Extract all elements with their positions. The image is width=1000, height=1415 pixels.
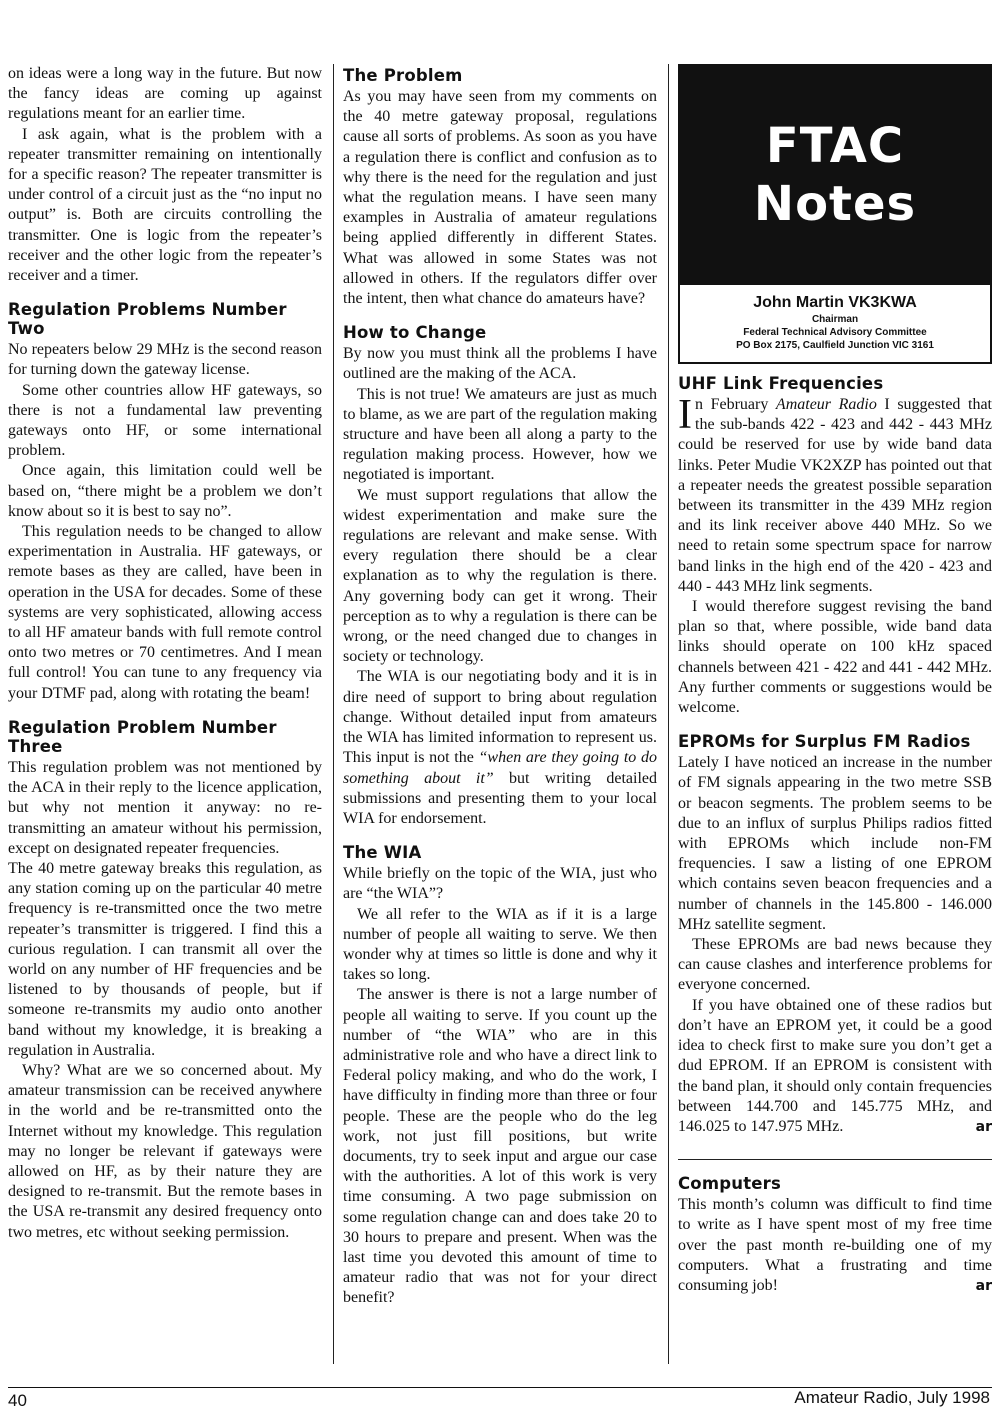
text-span: I suggested that the sub-bands 422 - 423 and 442 - 443 MHz could be reserved for use by wide band data links. Peter Mudie VK2XZP has pointed out that a repeater needs the greatest possible separation between its transmitter in the 439 MHz region and its link receiver above 440 MHz. So we need to retain some spectrum space for narrow band links in the high end of the 420 - 423 and 440 - 443 MHz link segments. — [678, 396, 992, 595]
section-heading-uhf-link: UHF Link Frequencies — [678, 374, 884, 393]
paragraph: The 40 metre gateway breaks this regulation, as any station coming up on the particular 40 metre frequency is re-transmitted once the two metre repeater’s transmitter is triggered. I find this a curious regulation. I can transmit all over the world on any number of HF frequencies and be listened to by thousands of people, but if someone re-transmits my audio onto another band without my knowledge, it is breaking a regulation in Australia. — [8, 859, 322, 1059]
paragraph: I ask again, what is the problem with a repeater transmitter remaining on intentionally for a specific reason? The repeater transmitter is under control of a circuit just as the “no input no output” is. Both are circuits controlling the transmitter. One is logic from the repeater’s receiver and the other logic from the repeater’s receiver and a timer. — [8, 125, 322, 285]
author-name: John Martin VK3KWA — [753, 294, 917, 311]
paragraph: This is not true! We amateurs are just as much to blame, as we are part of the regulation making structure and have been all along a party to the regulation making process. However, how we negotiated is important. — [343, 385, 657, 484]
paragraph — [678, 996, 992, 1137]
paragraph: This regulation problem was not mentioned by the ACA in their reply to the licence application, but why not mention it anyway: no re-transmitting an amateur without his permission, except on designated repeater frequencies. — [8, 758, 322, 857]
paragraph — [343, 667, 657, 829]
section-heading-regulation-two: Regulation Problems Number Two — [8, 300, 287, 339]
paragraph: Some other countries allow HF gateways, so there is not a fundamental law preventing gateways onto HF, or some international problem. — [8, 381, 322, 460]
section-heading-computers: Computers — [678, 1174, 782, 1194]
box-title-line: Notes — [753, 175, 917, 232]
italic-quote: “when are they going to do something about it” — [343, 749, 658, 787]
author-address: PO Box 2175, Caulfield Junction VIC 3161 — [736, 340, 934, 351]
column-left — [8, 64, 322, 1243]
paragraph: Why? What are we so concerned about. My amateur transmission can be received anywhere in the world and be re-transmitted onto the Internet without my knowledge. This regulation may no longer be relevant if gateways were allowed on HF, as by their nature they are designed to re-transmit. But the remote bases in the USA re-transmit any desired frequency onto two metres, etc without seeking permission. — [8, 1061, 322, 1241]
section-heading-eproms: EPROMs for Surplus FM Radios — [678, 732, 971, 752]
box-title-line: FTAC — [765, 117, 905, 174]
end-mark: ar — [975, 1277, 992, 1294]
paragraph — [678, 1195, 992, 1296]
paragraph: While briefly on the topic of the WIA, just who are “the WIA”? — [343, 865, 657, 903]
end-mark: ar — [975, 1118, 992, 1135]
column-divider — [333, 64, 334, 1364]
paragraph: As you may have seen from my comments on the 40 metre gateway proposal, regulations cause all sorts of problems. As soon as you have a regulation there is conflict and confusion as to why there is the need for the regulation and just what the regulation means. I have seen many examples in Australia of amateur regulations being applied differently in different States. What was allowed in some States was not allowed in others. If the regulators differ over the intent, then what chance do amateurs have? — [343, 88, 657, 308]
section-heading-the-problem: The Problem — [343, 66, 463, 85]
paragraph: I would therefore suggest revising the band plan so that, where possible, wide band data links should operate on 100 kHz spaced channels between 421 - 422 and 441 - 442 MHz. Any further comments or suggestions would be welcome. — [678, 598, 992, 717]
section-heading-how-to-change: How to Change — [343, 323, 487, 343]
paragraph: We all refer to the WIA as if it is a large number of people all waiting to serve. We then wonder why at times so little is done and why it takes so long. — [343, 905, 657, 984]
author-box — [678, 285, 992, 364]
italic-magazine-name: Amateur Radio — [775, 396, 877, 413]
paragraph: Lately I have noticed an increase in the number of FM signals appearing in the two metre SSB or beacon segments. The problem seems to be due to an influx of surplus Philips radios fitted with EPROMs which include non-FM frequencies. I saw a listing of one EPROM which contains seven beacon frequencies and a number of channels in the 145.800 - 146.000 MHz satellite segment. — [678, 754, 992, 933]
author-committee: Federal Technical Advisory Committee — [743, 327, 927, 338]
column-right — [678, 64, 992, 1296]
text-span: This month’s column was difficult to find time to write as I have spent most of my free time over the past month re-building one of my computers. What a frustrating and time consuming job! — [678, 1196, 992, 1294]
publication-line: Amateur Radio, July 1998 — [794, 1388, 990, 1407]
paragraph: No repeaters below 29 MHz is the second reason for turning down the gateway license. — [8, 341, 322, 379]
paragraph: on ideas were a long way in the future. But now the fancy ideas are coming up against regulations meant for an earlier time. — [8, 65, 322, 123]
paragraph: By now you must think all the problems I have outlined are the making of the ACA. — [343, 345, 657, 383]
page-number: 40 — [8, 1391, 27, 1410]
text-span: n February — [695, 396, 776, 413]
text-span: The WIA is our negotiating body and it is in dire need of support to bring about regulation change. Without detailed input from amateurs the WIA has limited information to represent us. This input is not the — [343, 668, 657, 767]
drop-cap: I — [678, 392, 692, 438]
text-span: but writing detailed submissions and presenting them to your local WIA for endorsement. — [343, 769, 657, 827]
author-role: Chairman — [811, 314, 859, 325]
paragraph: Once again, this limitation could well be based on, “there might be a problem we don’t know about so it is best to say no”. — [8, 462, 322, 520]
paragraph: We must support regulations that allow the widest experimentation and make sure the regulations are relevant and make sense. With every regulation there should be a clear explanation as to why the regulation is there. Any governing body can get it wrong. Their perception as to why a regulation is there can be wrong, or the need changed due to changes in society or technology. — [343, 486, 657, 666]
paragraph: This regulation needs to be changed to allow experimentation in Australia. HF gateways, or remote bases as they are called, have been in operation in the USA for decades. Some of these systems are very sophisticated, allowing access to all HF amateur bands with full remote control onto two metres or 70 centimetres. And I mean full control! You can tune to any frequency via your DTMF pad, along with rotating the beam! — [8, 523, 322, 702]
paragraph: These EPROMs are bad news because they can cause clashes and interference problems for everyone concerned. — [678, 936, 992, 994]
column-divider — [668, 64, 669, 1364]
column-middle — [343, 64, 657, 1309]
text-span: If you have obtained one of these radios but don’t have an EPROM yet, it could be a good idea to check first to make sure you don’t get a dud EPROM. If an EPROM is consistent with the band plan, it should only contain frequencies between 144.700 and 145.775 MHz, and 146.025 to 147.975 MHz. — [678, 996, 992, 1135]
ftac-notes-title-box — [678, 64, 992, 285]
section-heading-regulation-three: Regulation Problem Number Three — [8, 717, 277, 756]
section-divider — [678, 1159, 992, 1160]
paragraph — [678, 392, 992, 597]
section-heading-the-wia: The WIA — [343, 843, 422, 863]
paragraph: The answer is there is not a large number of people all waiting to serve. If you count up the number of “the WIA” who are in this administrative role and who have a direct link to Federal policy making, and who do the work, I have difficulty in finding more than three or four people. These are the people who do the leg work, not just fill positions, but write documents, try to seek input and argue our case with the authorities. A lot of this work is very time consuming. A two page submission on some regulation change can and does take 20 to 30 hours to prepare and present. When was the last time you devoted this amount of time to amateur radio that was not for your direct benefit? — [343, 986, 657, 1307]
